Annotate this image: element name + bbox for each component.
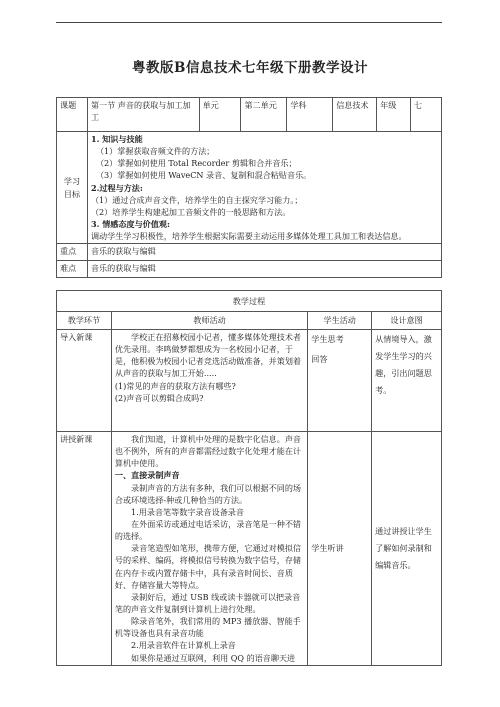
goals-content (87, 132, 441, 244)
goals-heading-2: 2.过程与方法: (90, 182, 143, 193)
col-header-intent: 设计意图 (372, 312, 442, 330)
unit-value: 第二单元 (241, 98, 287, 132)
col-header-stage: 教学环节 (57, 312, 112, 330)
teacher-text: 录音笔造型如笔形，携带方便，它通过对模拟信号的采样、编码，将模拟信号转换为数字信号，存储在内存卡或内置存储卡中，具有录音时间长、音质好、存储容量大等特点。 (114, 543, 302, 590)
process-table (56, 290, 442, 666)
stage-intro: 导入新课 (57, 330, 112, 432)
topic-value: 第一节 声音的获取与加工加工 (87, 98, 199, 132)
teacher-text: (2)声音可以剪辑合成吗? (114, 392, 204, 403)
difficulty-label: 难点 (57, 261, 88, 278)
teacher-text: 录制好后，通过 USB 线或读卡器就可以把录音笔的声音文件复制到计算机上进行处理。 (114, 591, 301, 614)
teacher-text: 除录音笔外，我们常用的 MP3 播放器、智能手机等设备也具有录音功能 (114, 616, 301, 639)
goals-line: （3）掌握如何使用 WaveCN 录音、复制和混合粘贴音乐。 (95, 170, 312, 181)
process-header: 教学过程 (57, 291, 442, 312)
key-value: 音乐的获取与编辑 (87, 244, 441, 261)
teacher-intro (111, 330, 307, 432)
page-title: 粤教版B信息技术七年级下册教学设计 (132, 60, 368, 76)
subject-label: 学科 (287, 98, 333, 132)
teacher-text: 学校正在招募校园小记者，懂多媒体处理技术者优先录用。李鸣做梦都想成为一名校园小记者，于是，他积极为校园小记者竞选活动做准备，并策划着从声音的获取与加工开始..... (114, 332, 302, 379)
topic-label: 课题 (57, 98, 88, 132)
intent-intro: 从情境导入，激发学生学习的兴趣，引出问题思考。 (372, 330, 442, 432)
student-text: 回答 (311, 354, 328, 365)
info-table (56, 97, 442, 278)
goals-heading-1: 1. 知识与技能 (90, 134, 143, 144)
grade-label: 年级 (377, 98, 411, 132)
goals-line: （2）培养学生构建起加工音频文件的一般思路和方法。 (90, 206, 291, 217)
subject-value: 信息技术 (333, 98, 377, 132)
goals-line: （1）掌握获取音频文件的方法； (95, 146, 215, 157)
difficulty-value: 音乐的获取与编辑 (87, 261, 441, 278)
teacher-new (111, 432, 307, 666)
col-header-teacher: 教师活动 (111, 312, 307, 330)
stage-new: 讲授新课 (57, 432, 112, 666)
goals-label: 学习目标 (57, 132, 88, 244)
teacher-text: 录制声音的方法有多种，我们可以根据不同的场合或环境选择-种或几种恰当的方法。 (114, 482, 302, 505)
teacher-text: 1.用录音笔等数字录音设备录音 (131, 506, 244, 517)
teacher-text: 在外面采访或通过电话采访，录音笔是一种不错的选择。 (114, 518, 302, 542)
teacher-text: 如果你是通过互联网，利用 QQ 的语音聊天进 (131, 652, 296, 663)
goals-line: （2）掌握如何使用 Total Recorder 剪辑和合并音乐； (95, 158, 297, 169)
teacher-text: 我们知道，计算机中处理的是数字化信息。声音也不例外，所有的声音都需经过数字化处理才能在计算机中使用。 (114, 434, 302, 469)
student-text: 学生思考 (311, 334, 344, 344)
grade-value: 七 (411, 98, 442, 132)
teacher-text: 2.用录音软件在计算机上录音 (131, 640, 236, 651)
unit-label: 单元 (199, 98, 241, 132)
intent-new: 通过讲授让学生了解如何录制和编辑音乐。 (372, 432, 442, 666)
teacher-section-heading: 一、直接录制声音 (114, 470, 180, 481)
student-intro (308, 330, 372, 432)
top-rule (56, 22, 442, 23)
student-new: 学生听讲 (308, 432, 372, 666)
col-header-student: 学生活动 (308, 312, 372, 330)
goals-heading-3: 3. 情感态度与价值观: (90, 218, 170, 229)
key-label: 重点 (57, 244, 88, 261)
goals-line: （1）通过合成声音文件，培养学生的自主探究学习能力。； (90, 194, 303, 205)
teacher-text: (1)常见的声音的获取方法有哪些? (114, 380, 236, 391)
goals-line: 调动学生学习积极性，培养学生根据实际需要主动运用多媒体处理工具加工和表达信息。 (90, 231, 407, 242)
